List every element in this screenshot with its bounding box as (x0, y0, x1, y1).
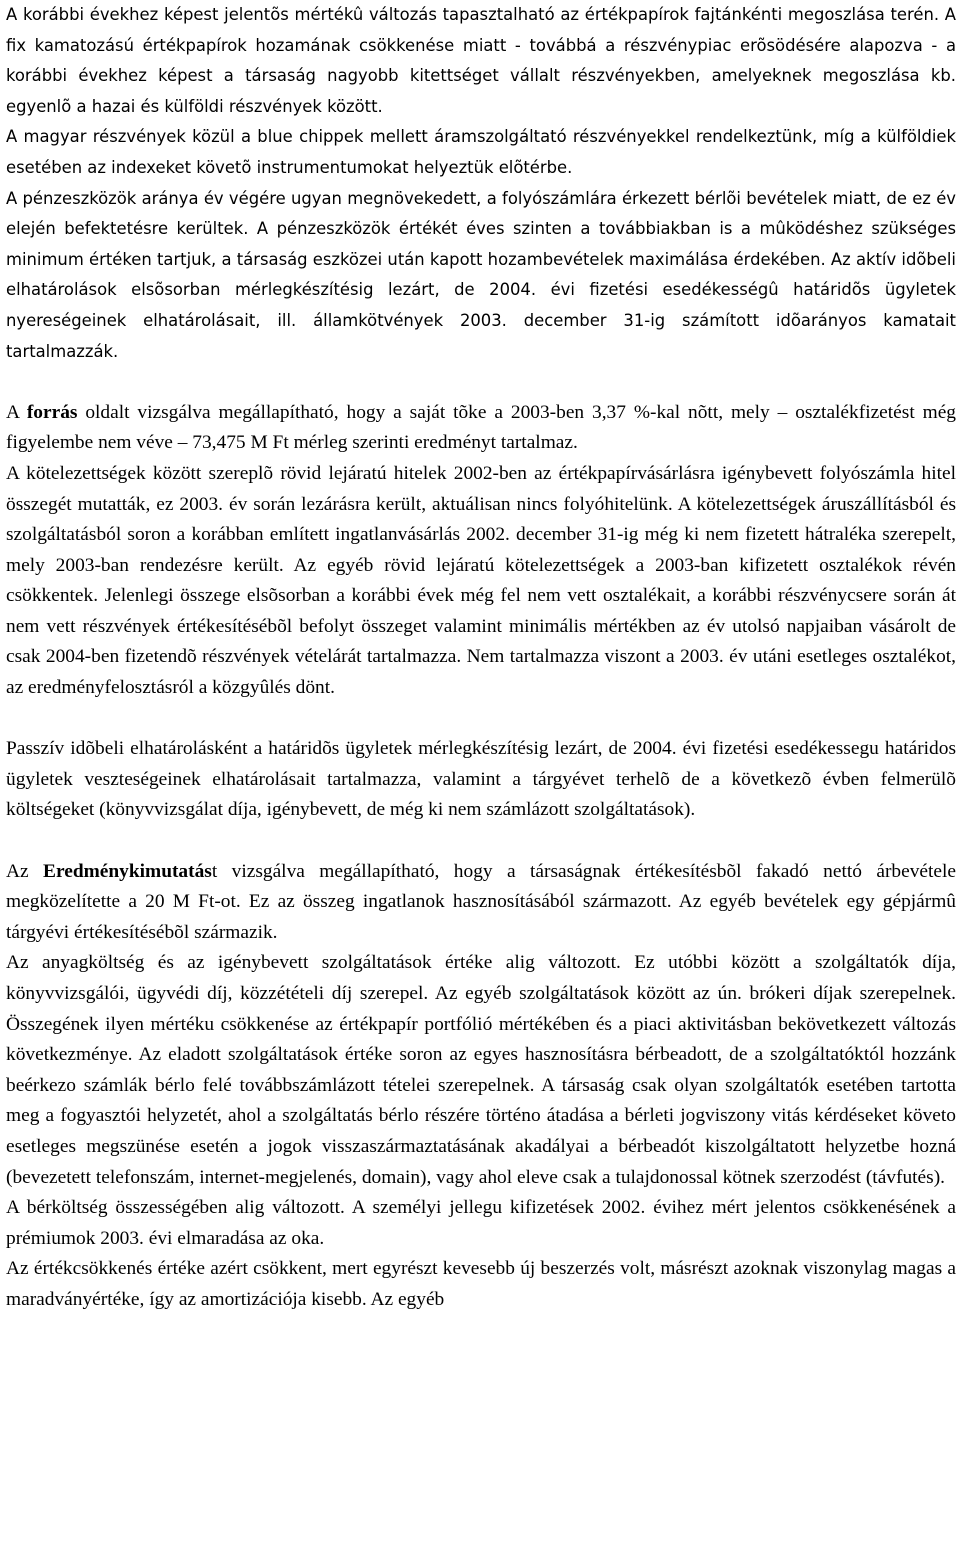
sources-paragraph-liabilities: A kötelezettségek között szereplõ rövid lejáratú hitelek 2002-ben az értékpapírvásárlásra igénybevett folyószámla hitel összegét mutatták, ez 2003. év során lezárásra került, aktuálisan nincs folyóhitelünk. A kötelezettségek áruszállításból és szolgáltatásból soron a korábban említett ingatlanvásárlás 2002. december 31-ig még ki nem fizetett hátraléka szerepelt, mely 2003-ban rendezésre került. Az egyéb rövid lejáratú kötelezettségek a 2003-ban kifizetett osztalékok révén csökkentek. Jelenlegi összege elsõsorban a korábbi évek még fel nem vett osztalékait, a korábbi részvénycsere során át nem vett részvények értékesítésébõl befolyt összeget valamint minimális mértékben az év utolsó napjaiban vásárolt de csak 2004-ben fizetendõ részvények vételárát tartalmazza. Nem tartalmazza viszont a 2003. év utáni esetleges osztalékot, az eredményfelosztásról a közgyûlés dönt. (6, 462, 956, 699)
sources-section (6, 398, 956, 704)
paragraph-gap (6, 704, 956, 735)
paragraph-gap (6, 367, 956, 398)
sources-paragraph-equity (6, 398, 956, 459)
document-page (6, 0, 956, 1316)
sources-keyword: forrás (26, 401, 78, 423)
income-keyword: Eredménykimutatás (43, 860, 212, 882)
assets-paragraph-shares: A magyar részvények közül a blue chippek mellett áramszolgáltató részvényekkel rendelkeztünk, míg a külföldiek esetében az indexeket követõ instrumentumokat helyeztük elõtérbe. (6, 127, 956, 177)
income-section (6, 857, 956, 1316)
passive-paragraph: Passzív idõbeli elhatárolásként a határidõs ügyletek mérlegkészítésig lezárt, de 2004. évi fizetési esedékessegu határidos ügyletek veszteségeinek elhatárolásait tartalmazza, valamint a tárgyévet terhelõ de a következõ évben felmerülõ költségeket (könyvvizsgálat díja, igénybevett, de még ki nem számlázott szolgáltatások). (6, 738, 956, 821)
assets-paragraph-securities: A korábbi évekhez képest jelentõs mértékû változás tapasztalható az értékpapírok fajtánkénti megoszlása terén. A fix kamatozású értékpapírok hozamának csökkenése miatt - továbbá a részvénypiac erõsödésére alapozva - a korábbi évekhez képest a társaság nagyobb kitettséget vállalt részvényekben, amelyeknek megoszlása kb. egyenlõ a hazai és külföldi részvények között. (6, 5, 956, 116)
income-paragraph-costs: Az anyagköltség és az igénybevett szolgáltatások értéke alig változott. Ez utóbbi között a szolgáltatók díja, könyvvizsgálói, ügyvédi díj, közzétételi díj szerepel. Az egyéb szolgáltatások között az ún. brókeri díjak szerepelnek. Összegének ilyen mértéku csökkenése az értékpapír portfólió mértékében és a piaci aktivitásban bekövetkezett változás következménye. Az eladott szolgáltatások értéke soron az egyes hasznosításra bérbeadott, de a szolgáltatóktól hozzánk beérkezo számlák bérlo felé továbbszámlázott tételei szerepelnek. A társaság csak olyan szolgáltatók esetében tartotta meg a fogyasztói helyzetét, ahol a szolgáltatás bérlo részére történo átadása a bérleti jogviszony vitás kérdéseket követo esetleges megszünése esetén a jogok visszaszármaztatásának akadályai a bérbeadót kiszolgáltatott helyzetbe hozná (bevezetett telefonszám, internet-megjelenés, domain), vagy ahol eleve csak a tulajdonossal kötnek szerzodést (távfutés). (6, 952, 956, 1188)
income-paragraph-revenue (6, 857, 956, 949)
sources-lead-before: A (6, 401, 27, 423)
assets-paragraph-cash: A pénzeszközök aránya év végére ugyan megnövekedett, a folyószámlára érkezett bérlõi bevételek miatt, de ez év elején befektetésre kerültek. A pénzeszközök értékét éves szinten a továbbiakban is a mûködéshez szükséges minimum értéken tartjuk, a társaság eszközei után kapott hozambevételek maximálása érdekében. Az aktív idõbeli elhatárolások elsõsorban mérlegkészítésig lezárt, de 2004. évi fizetési esedékességû határidõs ügyletek nyereségeinek elhatárolásait, ill. államkötvények 2003. december 31-ig számított idõarányos kamatait tartalmazzák. (6, 188, 956, 361)
income-paragraph-depreciation: Az értékcsökkenés értéke azért csökkent, mert egyrészt kevesebb új beszerzés volt, másrészt azoknak viszonylag magas a maradványértéke, így az amortizációja kisebb. Az egyéb (6, 1258, 956, 1310)
sources-lead-after: oldalt vizsgálva megállapítható, hogy a saját tõke a 2003-ben 3,37 %-kal nõtt, mely – osztalékfizetést még figyelembe nem véve – 73,475 M Ft mérleg szerinti eredményt tartalmaz. (6, 401, 957, 454)
income-lead-before: Az (6, 860, 44, 882)
assets-section (6, 0, 956, 367)
income-lead-after: t vizsgálva megállapítható, hogy a társaságnak értékesítésbõl fakadó nettó árbevétele megközelítette a 20 M Ft-ot. Ez az összeg ingatlanok hasznosításából származott. Az egyéb bevételek egy gépjármû tárgyévi értékesítésébõl származik. (6, 860, 956, 943)
income-paragraph-wages: A bérköltség összességében alig változott. A személyi jellegu kifizetések 2002. évihez mért jelentos csökkenésének a prémiumok 2003. évi elmaradása az oka. (6, 1197, 956, 1249)
passive-section (6, 734, 956, 826)
paragraph-gap (6, 826, 956, 857)
